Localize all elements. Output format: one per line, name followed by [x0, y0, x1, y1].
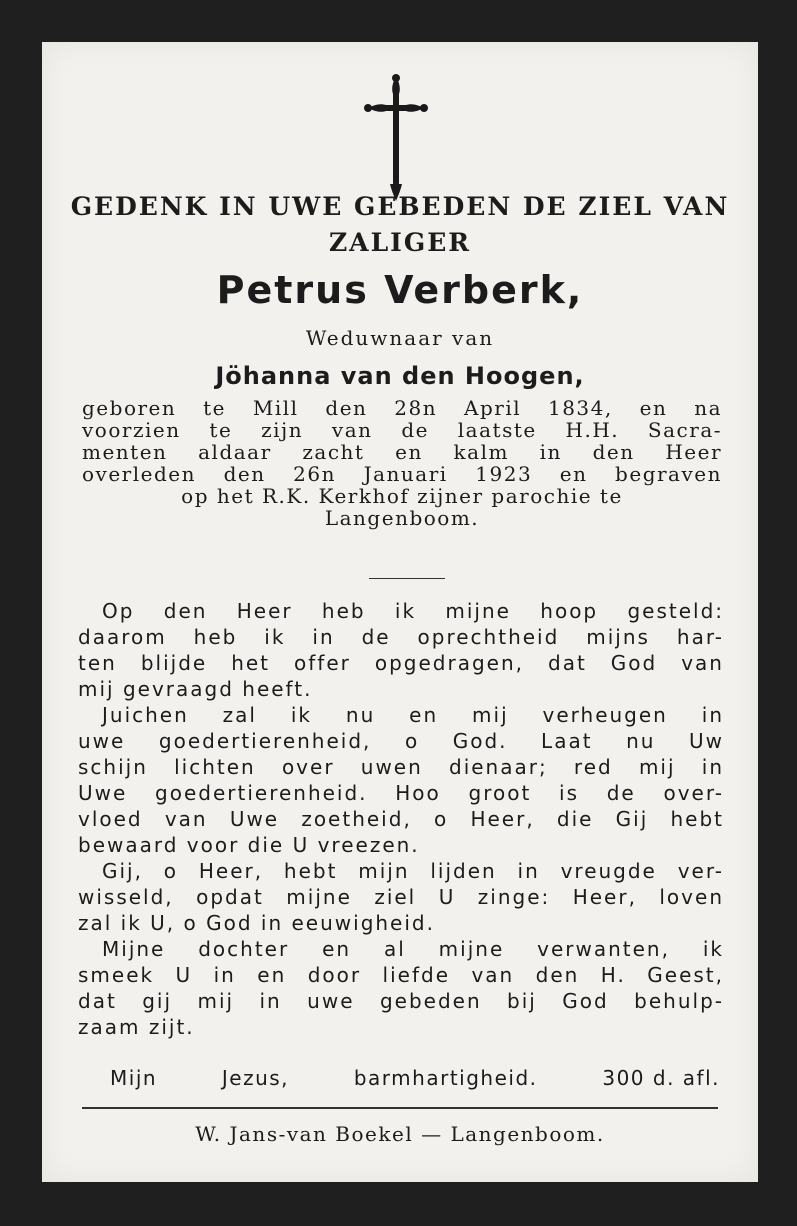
widower-label: Weduwnaar van	[305, 326, 495, 350]
psalm-line: schijn lichten over uwen dienaar; red mij in	[78, 755, 724, 779]
psalm-line: Juichen zal ik nu en mij verheugen in	[102, 703, 724, 727]
psalm-line: dat gij mij in uwe gebeden bij God behulp-	[78, 989, 724, 1013]
prayer-word: Jezus,	[221, 1066, 290, 1090]
psalm-line: Op den Heer heb ik mijne hoop gesteld:	[102, 599, 724, 623]
bio-line: menten aldaar zacht en kalm in den Heer	[82, 440, 722, 464]
prayer-word: barmhartigheid.	[353, 1066, 538, 1090]
bio-line: Langenboom.	[324, 506, 480, 530]
psalm-line: bewaard voor die U vreezen.	[78, 833, 420, 857]
psalm-text	[78, 598, 724, 1040]
indulgence-days: 300 d. afl.	[602, 1066, 720, 1090]
psalm-line: Gij, o Heer, hebt mijn lijden in vreugde ver-	[102, 859, 724, 883]
psalm-line: ten blijde het offer opgedragen, dat God van	[78, 651, 724, 675]
heading-line-1: GEDENK IN UWE GEBEDEN DE ZIEL VAN	[70, 192, 730, 221]
bio-line: overleden den 26n Januari 1923 en begraven	[82, 462, 722, 486]
psalm-line: Mijne dochter en al mijne verwanten, ik	[102, 937, 724, 961]
bio-line: voorzien te zijn van de laatste H.H. Sacra-	[82, 418, 722, 442]
heading-line-2: ZALIGER	[328, 228, 472, 257]
prayer-word: Mijn	[110, 1066, 158, 1090]
psalm-line: Uwe goedertierenheid. Hoo groot is de over-	[78, 781, 724, 805]
printer-credit: W. Jans-van Boekel — Langenboom.	[195, 1122, 605, 1146]
psalm-line: vloed van Uwe zoetheid, o Heer, die Gij hebt	[78, 807, 724, 831]
divider	[369, 578, 445, 579]
psalm-line: zaam zijt.	[78, 1015, 195, 1039]
memorial-card	[42, 42, 758, 1182]
psalm-line: wisseld, opdat mijne ziel U zinge: Heer, loven	[78, 885, 724, 909]
psalm-line: daarom heb ik in de oprechtheid mijns har-	[78, 625, 724, 649]
deceased-name: Petrus Verberk,	[216, 268, 584, 312]
cross-icon	[364, 72, 428, 202]
bio-line: geboren te Mill den 28n April 1834, en na	[82, 396, 722, 420]
bio-line: op het R.K. Kerkhof zijner parochie te	[181, 484, 623, 508]
spouse-name: Jöhanna van den Hoogen,	[215, 362, 585, 390]
psalm-line: uwe goedertierenheid, o God. Laat nu Uw	[78, 729, 724, 753]
psalm-line: smeek U in en door liefde van den H. Geest,	[78, 963, 724, 987]
psalm-line: zal ik U, o God in eeuwigheid.	[78, 911, 435, 935]
indulgence-prayer	[110, 1066, 720, 1090]
footer-rule	[82, 1107, 718, 1109]
psalm-line: mij gevraagd heeft.	[78, 677, 313, 701]
biography-text	[82, 397, 722, 529]
